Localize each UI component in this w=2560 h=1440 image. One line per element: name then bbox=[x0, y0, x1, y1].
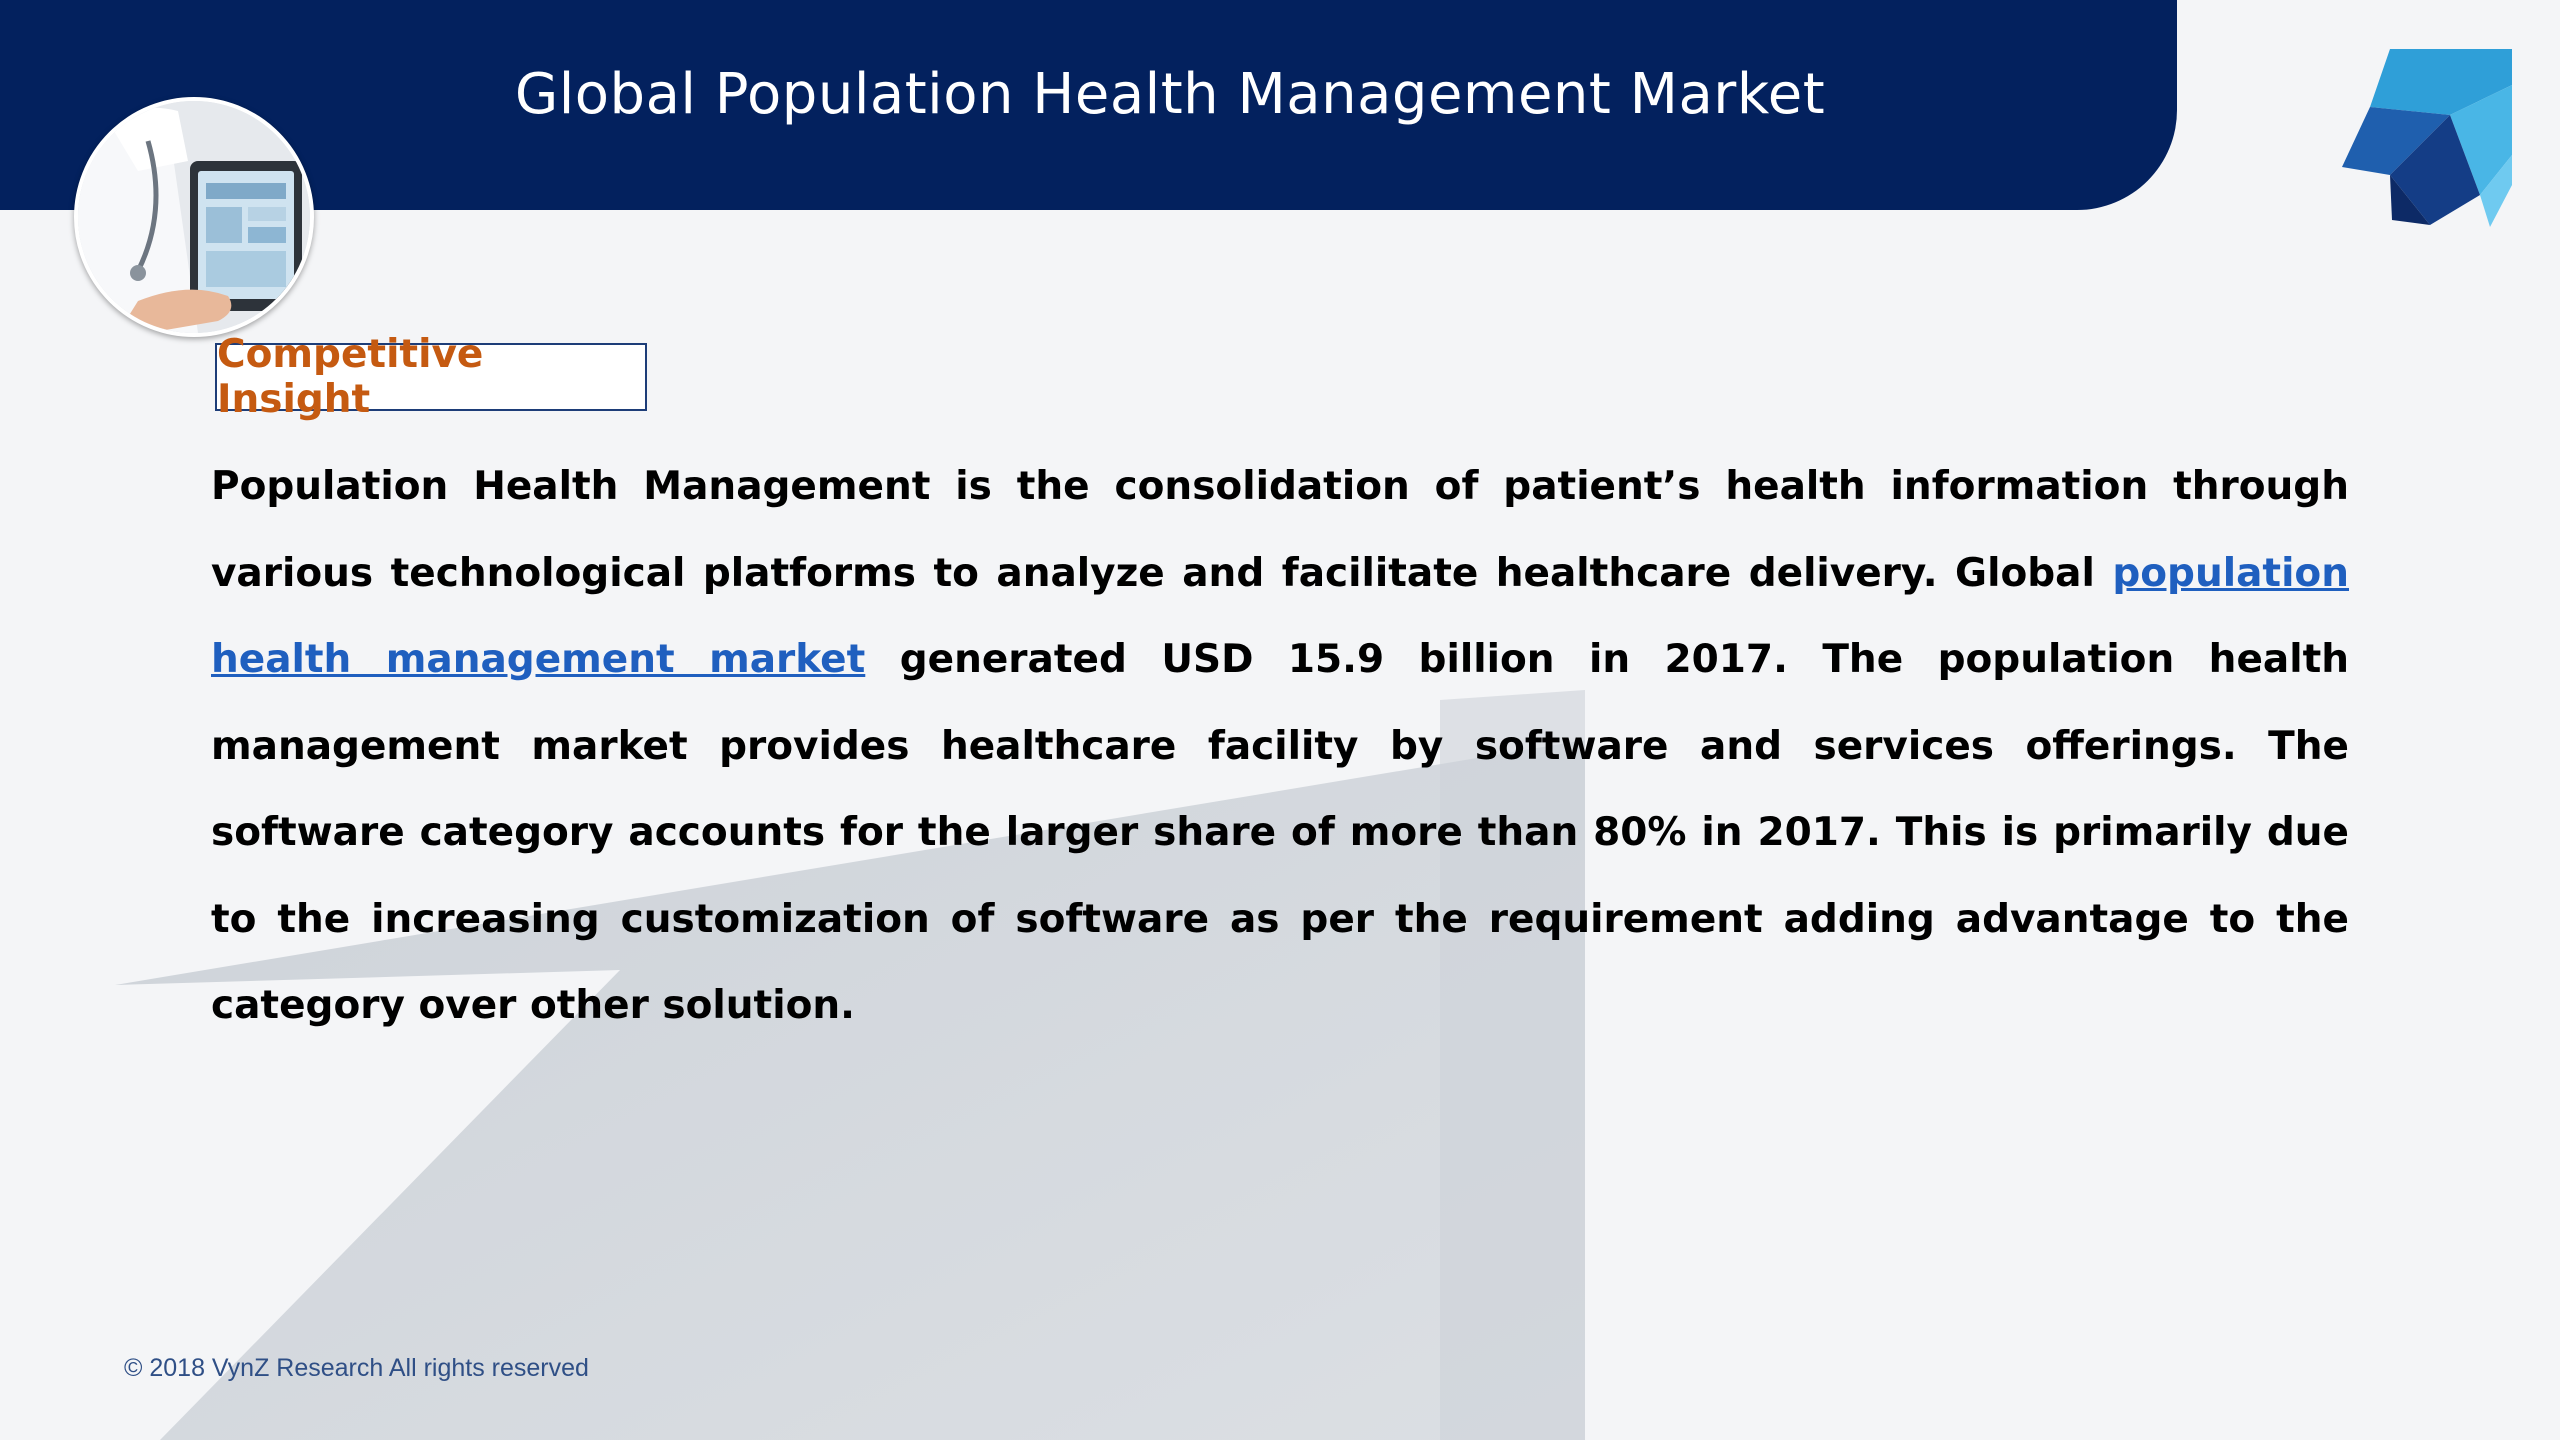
page-title: Global Population Health Management Market bbox=[514, 62, 1826, 127]
vynz-logo-icon bbox=[2330, 45, 2512, 227]
body-text-part: Population Health Management is the consolidation of patient’s health information through various technological platforms to analyze and facilitate healthcare delivery. Global bbox=[211, 464, 2349, 596]
body-text-part: generated USD 15.9 billion in 2017. The population health management market provides healthcare facility by software and services offerings. The software category accounts for the larger share of more than 80% in 2017. This is primarily due to the increasing customization of software as per the requirement adding advantage to the category over other solution. bbox=[211, 637, 2349, 1028]
market-report-link[interactable]: population health management market bbox=[211, 550, 2349, 682]
section-label: Competitive Insight bbox=[217, 332, 484, 422]
body-paragraph bbox=[211, 444, 2349, 1050]
section-label-box bbox=[215, 332, 647, 422]
doctor-with-tablet-photo bbox=[74, 97, 314, 337]
copyright-footer: © 2018 VynZ Research All rights reserved bbox=[124, 1354, 589, 1382]
